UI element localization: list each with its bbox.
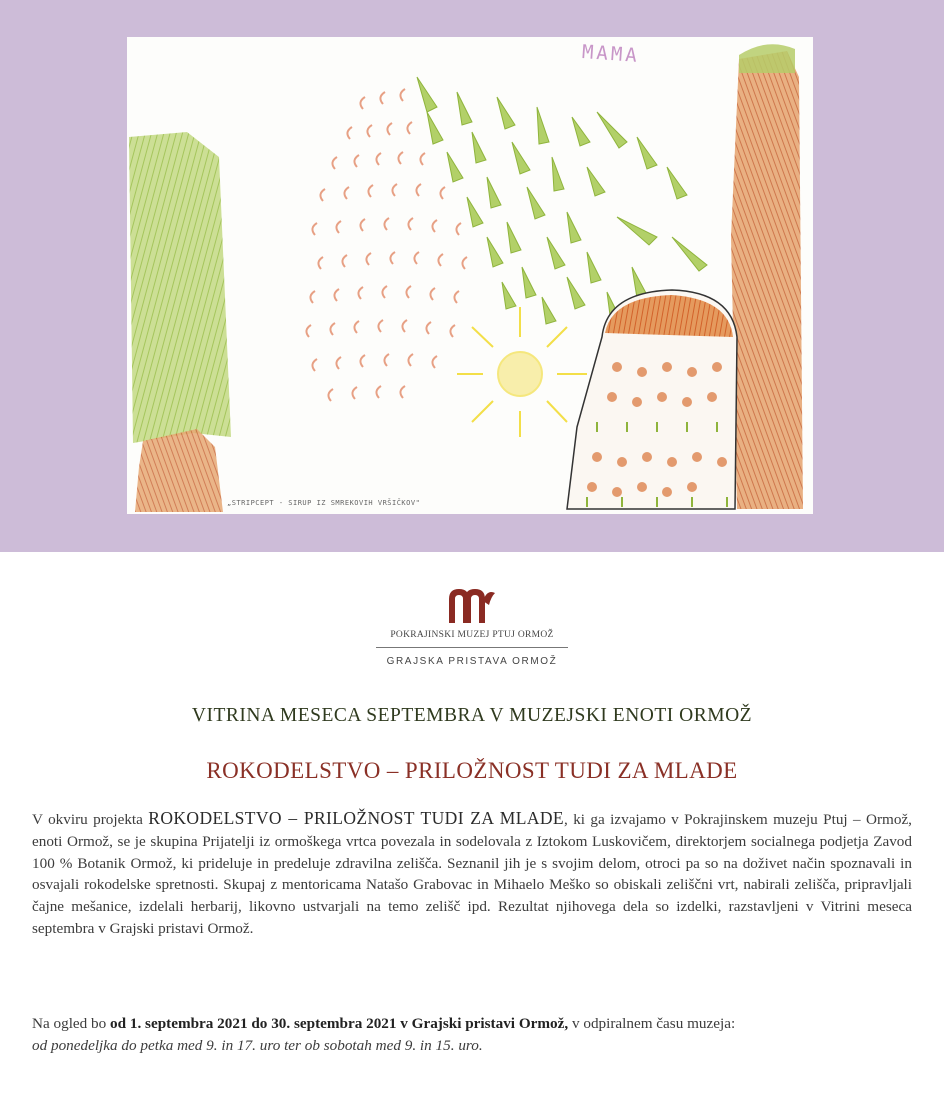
project-name: ROKODELSTVO – PRILOŽNOST TUDI ZA MLADE (148, 808, 565, 828)
opening-hours: od ponedeljka do petka med 9. in 17. uro ter ob sobotah med 9. in 15. uro. (32, 1036, 483, 1054)
museum-logo-icon (447, 587, 497, 628)
drawing-caption: „STRIPCEPT - SIRUP IZ SMREKOVIH VRŠIČKOV" (227, 499, 421, 507)
description-intro: V okviru projekta (32, 811, 149, 828)
drawing-mama-label: MAMA (581, 41, 641, 67)
museum-unit-name: GRAJSKA PRISTAVA ORMOŽ (386, 656, 558, 667)
visit-prefix: Na ogled bo (32, 1015, 111, 1032)
exhibit-subtitle: VITRINA MESECA SEPTEMBRA V MUZEJSKI ENOTI ORMOŽ (191, 705, 753, 726)
child-drawing (127, 37, 813, 514)
museum-name: POKRAJINSKI MUZEJ PTUJ ORMOŽ (390, 630, 554, 640)
drawing-illustration (127, 37, 813, 514)
visit-dates: od 1. septembra 2021 do 30. septembra 2021 v Grajski pristavi Ormož, (110, 1015, 569, 1032)
exhibit-title: ROKODELSTVO – PRILOŽNOST TUDI ZA MLADE (206, 758, 738, 783)
logo-divider (376, 647, 568, 648)
description-rest: , ki ga izvajamo v Pokrajinskem muzeju Ptuj – Ormož, enoti Ormož, se je skupina Prijatelji iz ormoškega vrtca povezala in sodelovala z Iztokom Luskovičem, direktorjem socialnega podjetja Zavod 100 % Botanik Ormož, ki prideluje in predeluje zdravilna zelišča. Seznanil jih je s svojim delom, otroci pa so na doživet način spoznavali in osvajali rokodelske spretnosti. Skupaj z mentoricama Natašo Grabovac in Mihaelo Meško so obiskali zeliščni vrt, nabirali zelišča, pripravljali čajne mešanice, izdelali herbarij, likovno ustvarjali na temo zelišč ipd. Rezultat njihovega dela so izdelki, razstavljeni v Vitrini meseca septembra v Grajski pristavi Ormož. (32, 811, 912, 937)
visit-suffix: v odpiralnem času muzeja: (568, 1015, 736, 1032)
visit-info (32, 1013, 912, 1057)
description-paragraph (32, 808, 912, 940)
